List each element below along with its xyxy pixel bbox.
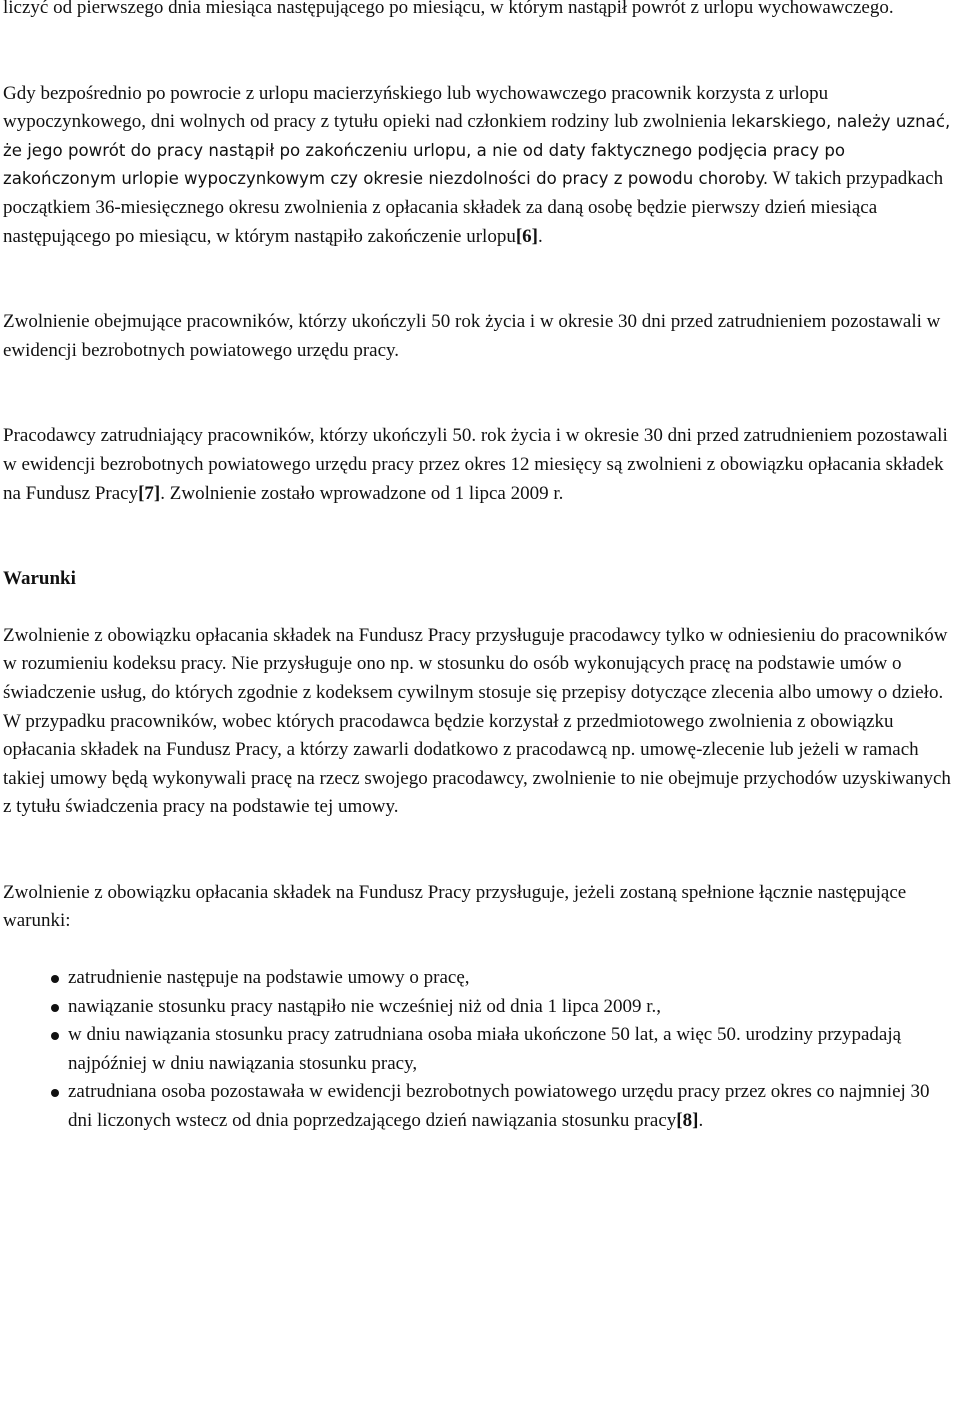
paragraph-exemption-50plus: Zwolnienie obejmujące pracowników, którzy ukończyli 50 rok życia i w okresie 30 dni przed zatrudnieniem pozostawali w ewidencji bezrobotnych powiatowego urzędu pracy. bbox=[3, 311, 941, 361]
paragraph-employers-exempt: Pracodawcy zatrudniający pracowników, którzy ukończyli 50. rok życia i w okresie 30 dni przed zatrudnieniem pozostawali w ewidencji bezrobotnych powiatowego urzędu pracy przez okres 12 miesięcy są zwolnieni z obowiązku opłacania składek na Fundusz Pracy[7]. Zwolnienie zostało wprowadzone od 1 lipca 2009 r. bbox=[3, 425, 948, 504]
footnote-ref-6[interactable]: [6] bbox=[515, 225, 538, 247]
footnote-ref-8[interactable]: [8] bbox=[676, 1110, 699, 1132]
paragraph-conditions-list-intro: Zwolnienie z obowiązku opłacania składek na Fundusz Pracy przysługuje, jeżeli zostaną spełnione łącznie następujące warunki: bbox=[3, 881, 907, 932]
paragraph-return-from-leave: Gdy bezpośrednio po powrocie z urlopu macierzyńskiego lub wychowawczego pracownik korzysta z urlopu wypoczynkowego, dni wolnych od pracy z tytułu opieki nad członkiem rodziny lub zwolnienia lekarskiego, należy uznać, że jego powrót do pracy nastąpił po zakończeniu urlopu, a nie od daty faktycznego podjęcia pracy po zakończonym urlopie wypoczynkowym czy okresie niezdolności do pracy z powodu choroby. W takich przypadkach początkiem 36-miesięcznego okresu zwolnienia z opłacania składek za daną osobę będzie pierwszy dzień miesiąca następującego po miesiącu, w którym nastąpiło zakończenie urlopu[6]. bbox=[3, 82, 951, 247]
list-item: nawiązanie stosunku pracy nastąpiło nie wcześniej niż od dnia 1 lipca 2009 r., bbox=[3, 993, 955, 1022]
list-item: zatrudnienie następuje na podstawie umowy o pracę, bbox=[3, 964, 955, 993]
list-item: w dniu nawiązania stosunku pracy zatrudniana osoba miała ukończone 50 lat, a więc 50. urodziny przypadają najpóźniej w dniu nawiązania stosunku pracy, bbox=[3, 1021, 955, 1078]
paragraph-conditions-intro: Zwolnienie z obowiązku opłacania składek na Fundusz Pracy przysługuje pracodawcy tylko w odniesieniu do pracowników w rozumieniu kodeksu pracy. Nie przysługuje ono np. w stosunku do osób wykonujących pracę na podstawie umów o świadczenie usług, do których zgodnie z kodeksem cywilnym stosuje się przepisy dotyczące zlecenia albo umowy o dzieło. W przypadku pracowników, wobec których pracodawca będzie korzystał z przedmiotowego zwolnienia z obowiązku opłacania składek na Fundusz Pracy, a którzy zawarli dodatkowo z pracodawcą np. umowę-zlecenie lub jeżeli w ramach takiej umowy będą wykonywali pracę na rzecz swojego pracodawcy, zwolnienie to nie obejmuje przychodów uzyskiwanych z tytułu świadczenia pracy na podstawie tej umowy. bbox=[3, 624, 951, 818]
footnote-ref-7[interactable]: [7] bbox=[138, 482, 161, 504]
paragraph-text-sans: lekarskiego, należy uznać, że jego powrót do pracy nastąpił po zakończeniu urlopu, a nie od daty faktycznego podjęcia pracy po zakończonym urlopie wypoczynkowym czy okresie niezdolności do pracy z powodu choroby. bbox=[3, 112, 951, 189]
list-item: zatrudniana osoba pozostawała w ewidencji bezrobotnych powiatowego urzędu pracy przez okres co najmniej 30 dni liczonych wstecz od dnia poprzedzającego dzień nawiązania stosunku pracy[8]. bbox=[3, 1078, 955, 1135]
paragraph-continuation: liczyć od pierwszego dnia miesiąca następującego po miesiącu, w którym nastąpił powrót z urlopu wychowawczego. bbox=[3, 0, 894, 18]
conditions-list bbox=[3, 964, 955, 1136]
paragraph-text: W takich przypadkach początkiem 36-miesięcznego okresu zwolnienia z opłacania składek za daną osobę będzie pierwszy dzień miesiąca następującego po miesiącu, w którym nastąpiło zakończenie urlopu bbox=[3, 168, 944, 247]
document-page bbox=[3, 0, 955, 1136]
paragraph-text: Gdy bezpośrednio po powrocie z urlopu macierzyńskiego lub wychowawczego pracownik korzysta z urlopu wypoczynkowego, dni wolnych od pracy z tytułu opieki nad członkiem rodziny lub zwolnienia bbox=[3, 82, 829, 133]
section-heading: Warunki bbox=[3, 568, 76, 590]
